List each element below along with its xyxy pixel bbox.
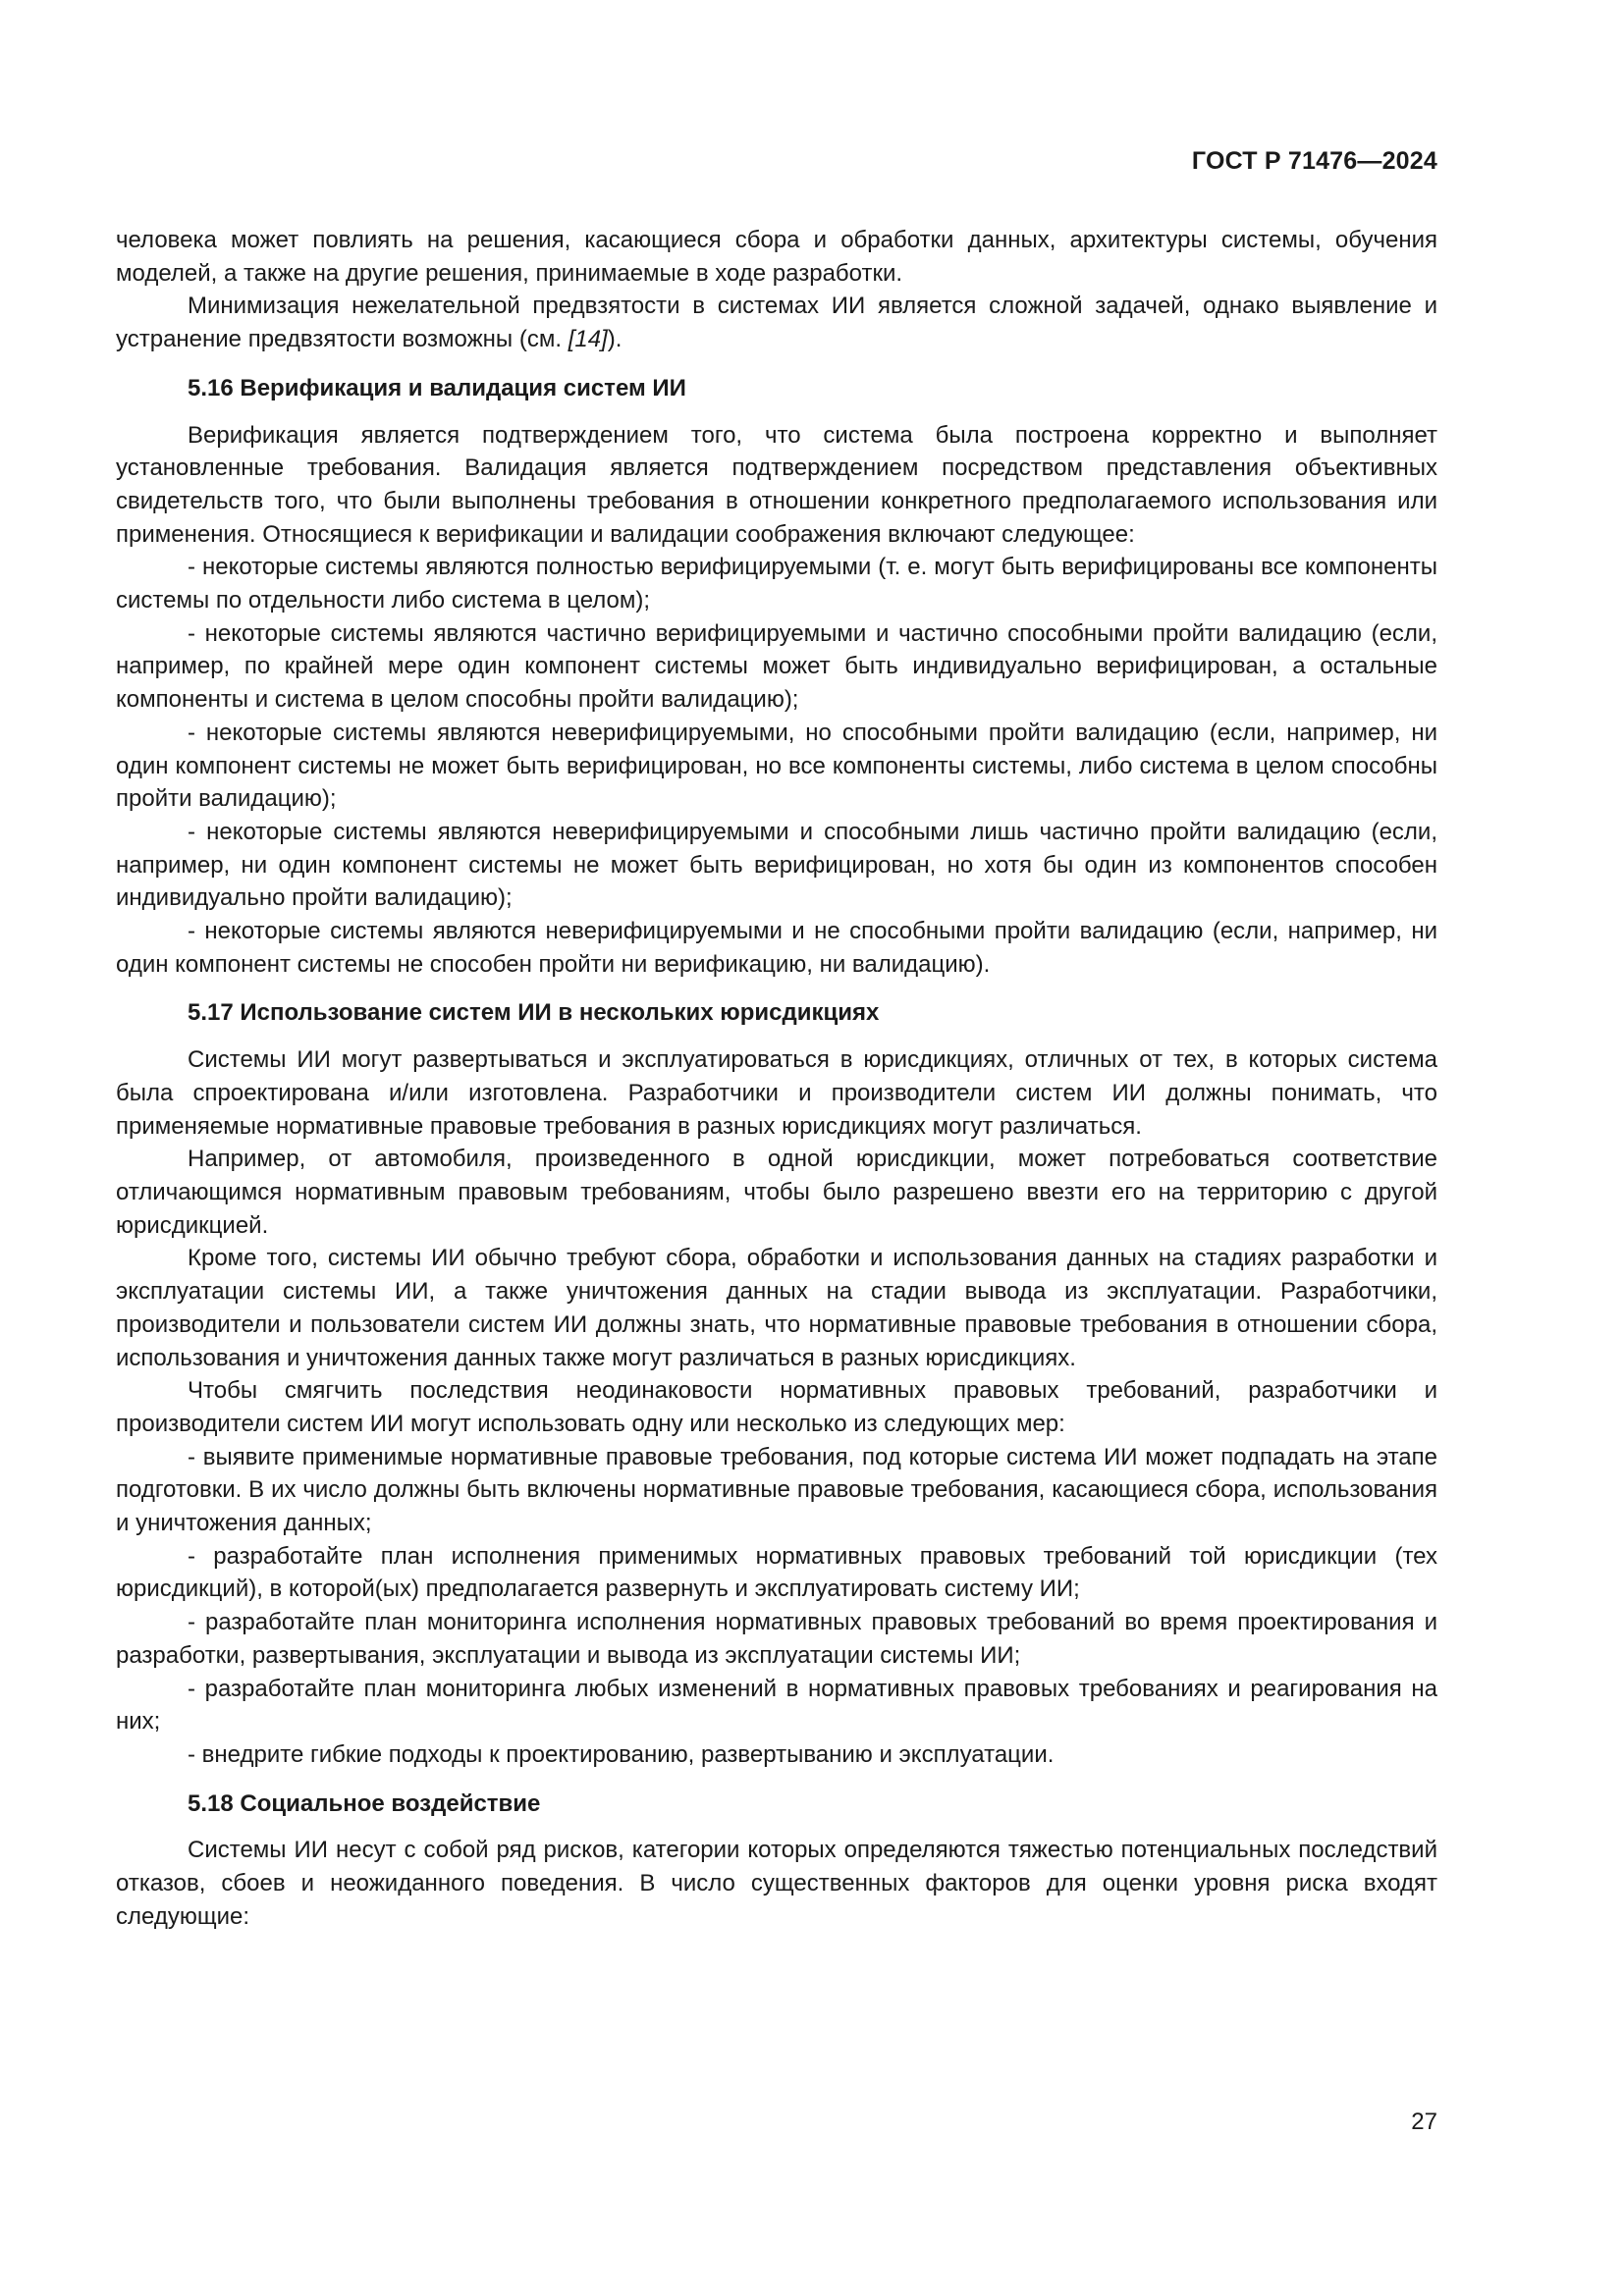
section-heading-5-18: 5.18 Социальное воздействие xyxy=(188,1789,541,1817)
intro-paragraph-bias-text: Минимизация нежелательной предвзятости в системах ИИ является сложной задачей, однако выявление и устранение предвзятости возможны (см. xyxy=(116,293,1437,353)
section-5-16-list-item: - некоторые системы являются неверифицируемыми и способными лишь частично пройти валидацию (если, например, ни один компонент системы не может быть верифицирован, но хотя бы один из компонентов способен индивидуально пройти валидацию); xyxy=(116,818,1437,912)
page-number: 27 xyxy=(1411,2109,1437,2135)
document-body xyxy=(116,224,1437,1933)
section-5-16-list-item: - некоторые системы являются неверифицируемыми, но способными пройти валидацию (если, например, ни один компонент системы не может быть верифицирован, но все компоненты системы, либо система в целом способны пройти валидацию); xyxy=(116,719,1437,813)
intro-paragraph-continuation: человека может повлиять на решения, касающиеся сбора и обработки данных, архитектуры системы, обучения моделей, а также на другие решения, принимаемые в ходе разработки. xyxy=(116,227,1437,287)
section-5-17-paragraph: Системы ИИ могут развертываться и эксплуатироваться в юрисдикциях, отличных от тех, в которых система была спроектирована и/или изготовлена. Разработчики и производители систем ИИ должны понимать, что применяемые нормативные правовые требования в разных юрисдикциях могут различаться. xyxy=(116,1046,1437,1140)
section-heading-5-16: 5.16 Верификация и валидация систем ИИ xyxy=(188,374,686,401)
intro-paragraph-bias xyxy=(116,290,1437,355)
standard-code-header: ГОСТ Р 71476—2024 xyxy=(1191,147,1437,175)
section-5-17-list-item: - внедрите гибкие подходы к проектированию, развертыванию и эксплуатации. xyxy=(188,1740,1055,1768)
section-5-17-list-item: - выявите применимые нормативные правовые требования, под которые система ИИ может подпадать на этапе подготовки. В их число должны быть включены нормативные правовые требования, касающиеся сбора, использования и уничтожения данных; xyxy=(116,1443,1437,1537)
section-5-16-paragraph: Верификация является подтверждением того, что система была построена корректно и выполняет установленные требования. Валидация является подтверждением посредством представления объективных свидетельств того, что были выполнены требования в отношении конкретного предполагаемого использования или применения. Относящиеся к верификации и валидации соображения включают следующее: xyxy=(116,421,1437,548)
reference-link[interactable]: [14] xyxy=(568,326,608,353)
section-5-17-list-item: - разработайте план мониторинга любых изменений в нормативных правовых требованиях и реагирования на них; xyxy=(116,1675,1437,1735)
section-5-16-list-item: - некоторые системы являются неверифицируемыми и не способными пройти валидацию (если, например, ни один компонент системы не способен пройти ни верификацию, ни валидацию). xyxy=(116,918,1437,978)
section-5-17-paragraph: Например, от автомобиля, произведенного в одной юрисдикции, может потребоваться соответствие отличающимся нормативным правовым требованиям, чтобы было разрешено ввезти его на территорию с другой юрисдикцией. xyxy=(116,1146,1437,1239)
section-5-17-list-item: - разработайте план мониторинга исполнения нормативных правовых требований во время проектирования и разработки, развертывания, эксплуатации и вывода из эксплуатации системы ИИ; xyxy=(116,1609,1437,1669)
section-5-17-paragraph: Чтобы смягчить последствия неодинаковости нормативных правовых требований, разработчики и производители систем ИИ могут использовать одну или несколько из следующих мер: xyxy=(116,1377,1437,1437)
section-5-16-list-item: - некоторые системы являются полностью верифицируемыми (т. е. могут быть верифицированы все компоненты системы по отдельности либо система в целом); xyxy=(116,554,1437,614)
section-heading-5-17: 5.17 Использование систем ИИ в нескольких юрисдикциях xyxy=(188,999,880,1027)
section-5-16-list-item: - некоторые системы являются частично верифицируемыми и частично способными пройти валидацию (если, например, по крайней мере один компонент системы может быть индивидуально верифицирован, а остальные компоненты и система в целом способны пройти валидацию); xyxy=(116,619,1437,714)
intro-paragraph-bias-end: ). xyxy=(607,326,623,353)
section-5-17-paragraph: Кроме того, системы ИИ обычно требуют сбора, обработки и использования данных на стадиях разработки и эксплуатации системы ИИ, а также уничтожения данных на стадии вывода из эксплуатации. Разработчики, производители и пользователи систем ИИ должны знать, что нормативные правовые требования в отношении сбора, использования и уничтожения данных также могут различаться в разных юрисдикциях. xyxy=(116,1245,1437,1371)
document-page xyxy=(116,0,1437,2296)
section-5-17-list-item: - разработайте план исполнения применимых нормативных правовых требований той юрисдикции (тех юрисдикций), в которой(ых) предполагается развернуть и эксплуатировать систему ИИ; xyxy=(116,1542,1437,1603)
section-5-18-paragraph: Системы ИИ несут с собой ряд рисков, категории которых определяются тяжестью потенциальных последствий отказов, сбоев и неожиданного поведения. В число существенных факторов для оценки уровня риска входят следующие: xyxy=(116,1837,1437,1930)
